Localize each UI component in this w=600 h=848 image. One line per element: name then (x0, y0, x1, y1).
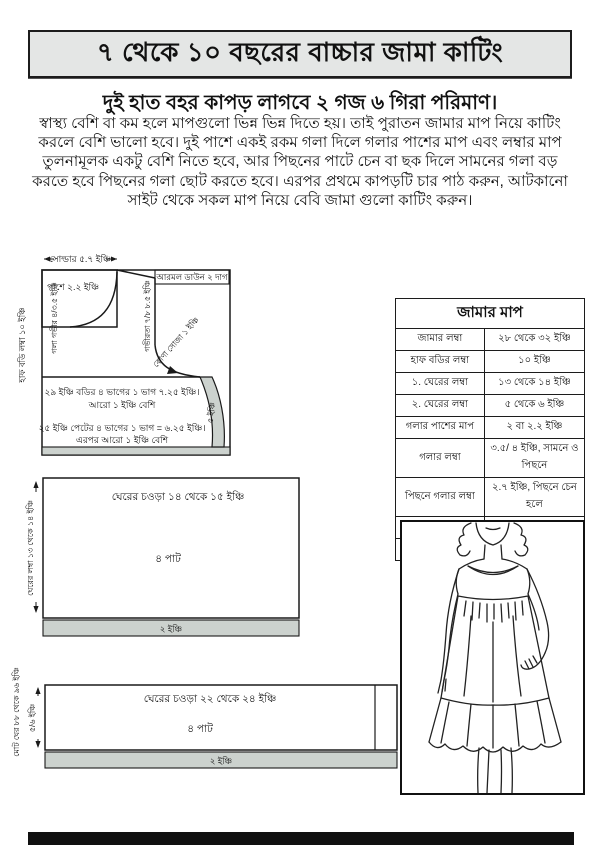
panel2-pat-label: ৪ পাট (187, 723, 213, 735)
table-row (396, 478, 585, 517)
intro-paragraph: স্বাস্থ্য বেশি বা কম হলে মাপগুলো ভিন্ন ভিন্ন দিতে হয়। তাই পুরাতন জামার মাপ নিয়ে কাটিং করলে বেশি ভালো হবে। দুই পাশে একই রকম গলা দিলে গলার পাশের মাপ এবং লম্বার মাপ তুলনামূলক একটু বেশি নিতে হবে, আর পিছনের পাটে চেন বা ছক দিলে সামনের গলা বড় করতে হবে পিছনের গলা ছোট করতে হবে। এরপর প্রথমে কাপড়টি চার পাঠ করুন, আটকানো সাইট থেকে সকল মাপ নিয়ে বেবি জামা গুলো কাটিং করুন। (32, 115, 568, 209)
armhole-arrowhead (167, 366, 178, 374)
shoulder-slant-line (117, 270, 155, 278)
panel2-total-girth-label: মোট ঘের ৮৮ থেকে ৯৬ ইঞ্চি (12, 667, 21, 757)
corner-note-label: কোণা সোজা ১ ইঞ্চি (151, 315, 201, 370)
row-value: ২ বা ২.২ ইঞ্চি (484, 417, 584, 439)
panel1-length-label: ঘেরের লম্বা ১৩ থেকে ১৪ ইঞ্চি (26, 500, 35, 596)
dress-illustration (402, 522, 583, 793)
table-row (396, 395, 585, 417)
measurement-table-title: জামার মাপ (396, 299, 585, 329)
body-calc-line2: আরো ১ ইঞ্চি বেশি (88, 400, 156, 410)
panel2-width-label: ঘেরের চওড়া ২২ থেকে ২৪ ইঞ্চি (143, 693, 277, 705)
panel2-length-label: ৫/৬ ইঞ্চি (28, 703, 37, 733)
row-label: ২. ঘেরের লম্বা (396, 395, 485, 417)
table-row (396, 351, 585, 373)
row-label: পিছনে গলার লম্বা (396, 478, 485, 517)
row-label: হাফ বডির লম্বা (396, 351, 485, 373)
row-label: গলার পাশের মাপ (396, 417, 485, 439)
panel1-pat-label: ৪ পাট (155, 553, 181, 565)
armhole-note-label: আরমল ডাউন ২ দাগ (156, 272, 228, 282)
shoulder-width-label: সোল্ডার ৫.৭ ইঞ্চি (49, 254, 111, 264)
panel1-width-label: ঘেরের চওড়া ১৪ থেকে ১৫ ইঞ্চি (111, 491, 245, 503)
bodice-hem-strip (42, 447, 230, 455)
dress-illustration-frame (400, 520, 585, 795)
table-row (396, 329, 585, 351)
neck-depth-label: গলা গভীর ৪/৩.৫ ইঞ্চি (50, 282, 59, 354)
table-row (396, 417, 585, 439)
row-value: ২৮ থেকে ৩২ ইঞ্চি (484, 329, 584, 351)
row-value: ১০ ইঞ্চি (484, 351, 584, 373)
neck-curve (70, 272, 117, 327)
belly-calc-line1: ২৫ ইঞ্চি পেটের ৪ ভাগের ১ ভাগ = ৬.২৫ ইঞ্চি। (38, 423, 206, 433)
neck-side-label: পাশে ২.২ ইঞ্চি (47, 282, 99, 292)
table-row (396, 373, 585, 395)
panel1-hem-label: ২ ইঞ্চি (159, 624, 183, 634)
belly-calc-line2: এরপর আরো ১ ইঞ্চি বেশি (75, 435, 169, 445)
armhole-depth-label: গভীরতা ৭/৮ ৮.৫ ইঞ্চি (143, 280, 152, 352)
table-row (396, 439, 585, 478)
page-title: ৭ থেকে ১০ বছরের বাচ্চার জামা কাটিং (96, 37, 504, 67)
row-value: ৫ থেকে ৬ ইঞ্চি (484, 395, 584, 417)
row-value: ৩.৫/ ৪ ইঞ্চি, সামনে ও পিছনে (484, 439, 584, 478)
panel2-hem-label: ২ ইঞ্চি (209, 756, 233, 766)
row-label: জামার লম্বা (396, 329, 485, 351)
body-calc-line1: ২৯ ইঞ্চি বডির ৪ ভাগের ১ ভাগ ৭.২৫ ইঞ্চি। (44, 387, 200, 397)
fabric-requirement-subtitle: দুই হাত বহর কাপড় লাগবে ২ গজ ৬ গিরা পরিমাণ। (102, 92, 498, 114)
bodice-length-label: হাফ বডি লম্বা ১০ ইঞ্চি (17, 307, 27, 383)
row-label: ১. ঘেরের লম্বা (396, 373, 485, 395)
row-value: ২.৭ ইঞ্চি, পিছনে চেন হলে (484, 478, 584, 517)
footer-bar (28, 832, 574, 845)
row-label: গলার লম্বা (396, 439, 485, 478)
side-band-label: ৫ ইঞ্চি (205, 401, 218, 424)
row-value: ১৩ থেকে ১৪ ইঞ্চি (484, 373, 584, 395)
